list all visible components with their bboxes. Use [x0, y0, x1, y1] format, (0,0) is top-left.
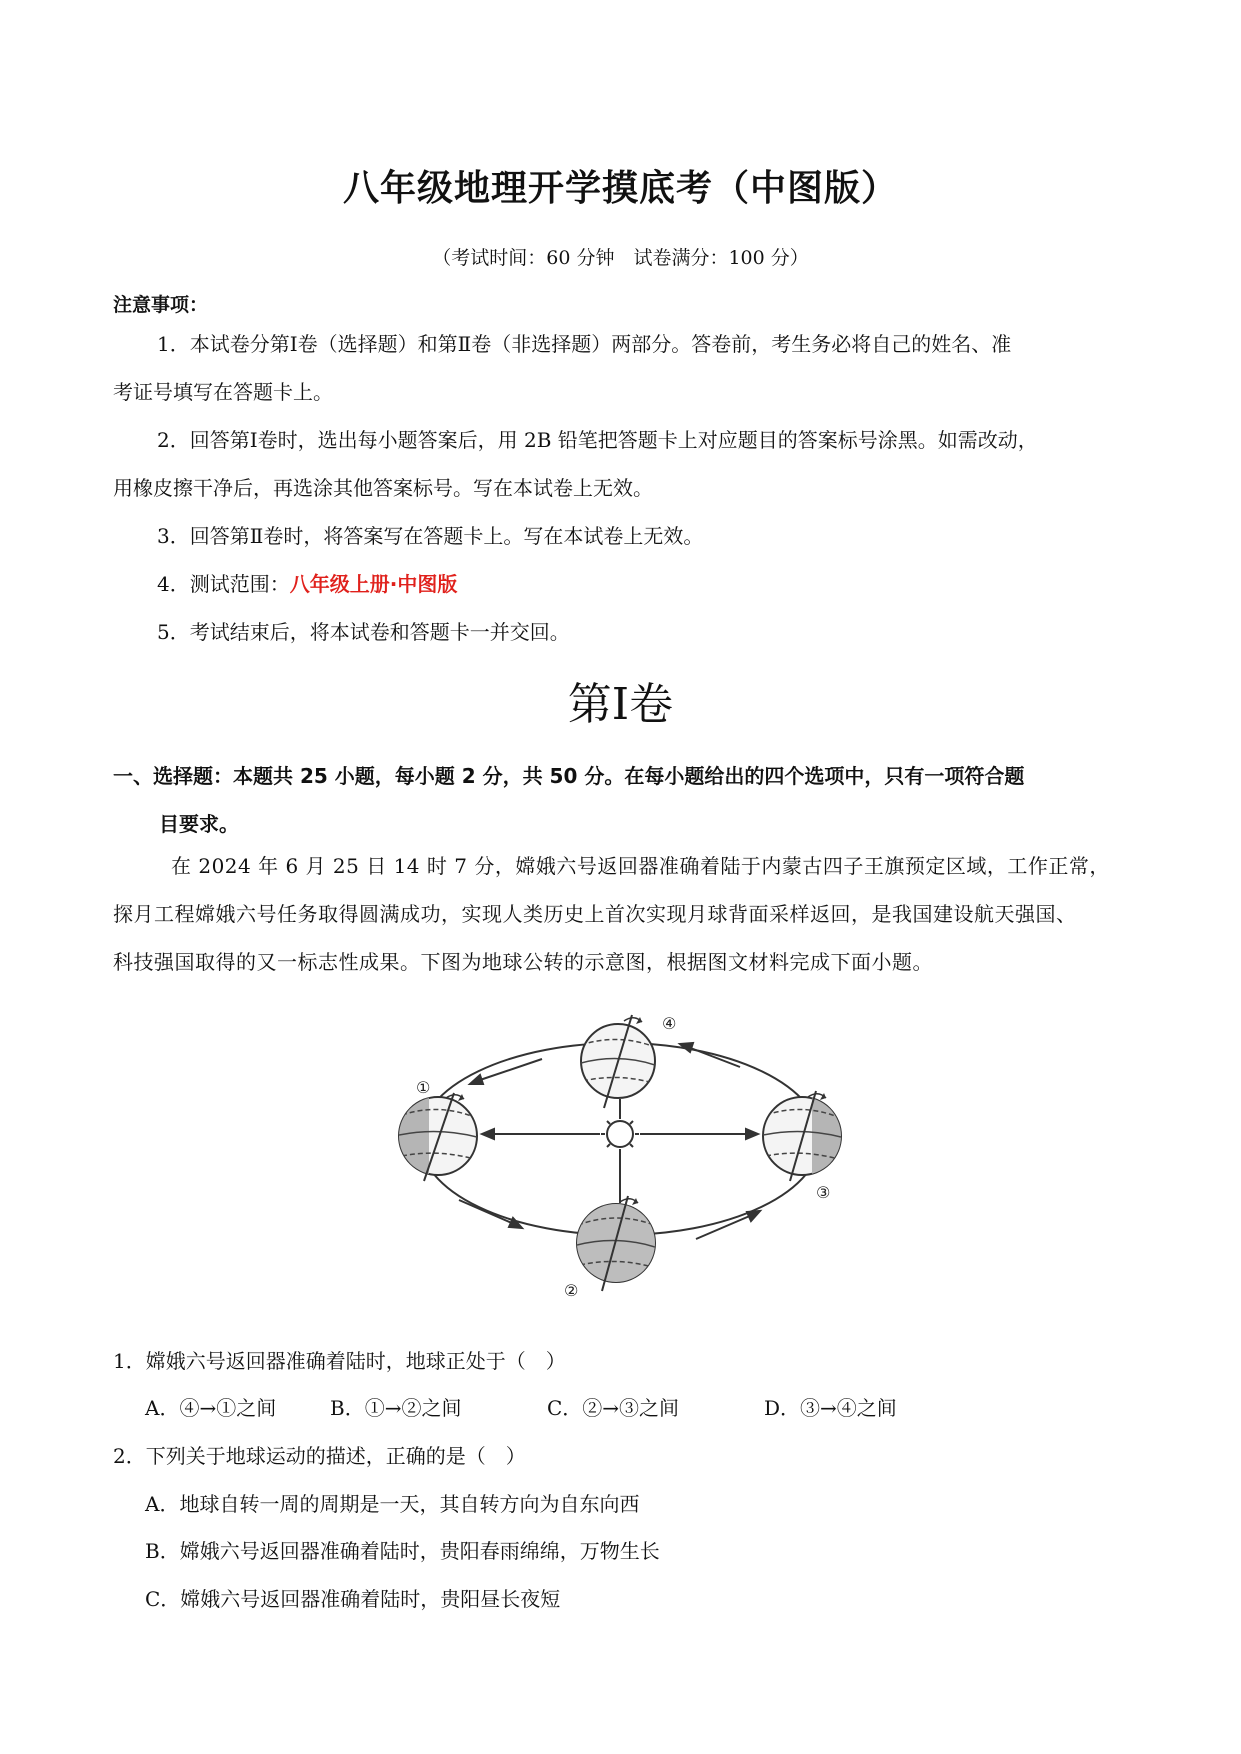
volume-title: 第Ⅰ卷 — [567, 679, 674, 730]
section-heading: 一、选择题：本题共 25 小题，每小题 2 分，共 50 分。在每小题给出的四个选项中，只有一项符合题 目要求。 — [113, 764, 1025, 836]
notice-heading: 注意事项： — [113, 294, 209, 316]
earth-revolution-diagram — [392, 1003, 852, 1303]
exam-title: 八年级地理开学摸底考（中图版） — [342, 168, 898, 209]
earth-position-2 — [577, 1196, 655, 1291]
position-label-4: ④ — [662, 1014, 677, 1033]
earth-position-4 — [581, 1015, 655, 1108]
notice-item-2-cont: 用橡皮擦干净后，再选涂其他答案标号。写在本试卷上无效。 — [113, 476, 653, 500]
passage: 在 2024 年 6 月 25 日 14 时 7 分，嫦娥六号返回器准确着陆于内蒙古四子王旗预定区域，工作正常， 探月工程嫦娥六号任务取得圆满成功，实现人类历史上首次实现月球背面采样返回，是我国建设航天强国、 科技强国取得的又一标志性成果。下图为地球公转的示意图，根据图文材料完成下面小题。 — [113, 854, 1110, 974]
earth-position-1 — [399, 1093, 477, 1181]
question-1-option-a: A．④→①之间 — [145, 1396, 277, 1420]
position-label-1: ① — [416, 1078, 431, 1097]
notice-item-1: 1．本试卷分第Ⅰ卷（选择题）和第Ⅱ卷（非选择题）两部分。答卷前，考生务必将自己的姓名、准 — [157, 332, 1012, 356]
position-label-3: ③ — [816, 1183, 831, 1202]
notice-item-3: 3．回答第Ⅱ卷时，将答案写在答题卡上。写在本试卷上无效。 — [157, 524, 704, 548]
question-2-option-c: C．嫦娥六号返回器准确着陆时，贵阳昼长夜短 — [145, 1587, 561, 1611]
question-2-option-a: A．地球自转一周的周期是一天，其自转方向为自东向西 — [145, 1492, 640, 1516]
notice-item-4: 4．测试范围：八年级上册·中图版 — [157, 572, 458, 596]
question-1-option-b: B．①→②之间 — [330, 1396, 462, 1420]
question-2-option-b: B．嫦娥六号返回器准确着陆时，贵阳春雨绵绵，万物生长 — [145, 1539, 660, 1563]
question-2-stem: 2．下列关于地球运动的描述，正确的是（ ） — [113, 1444, 526, 1468]
notice-item-2: 2．回答第Ⅰ卷时，选出每小题答案后，用 2B 铅笔把答题卡上对应题目的答案标号涂黑。如需改动， — [157, 428, 1038, 452]
position-label-2: ② — [564, 1281, 579, 1300]
sun-icon — [601, 1115, 639, 1153]
question-1-stem: 1．嫦娥六号返回器准确着陆时，地球正处于（ ） — [113, 1349, 566, 1373]
notice-item-1-cont: 考证号填写在答题卡上。 — [113, 380, 333, 404]
exam-subtitle: （考试时间：60 分钟 试卷满分：100 分） — [432, 247, 809, 269]
notice-item-5: 5．考试结束后，将本试卷和答题卡一并交回。 — [157, 620, 570, 644]
earth-position-3 — [763, 1091, 842, 1181]
question-1-option-c: C．②→③之间 — [547, 1396, 680, 1420]
test-scope-highlight: 八年级上册·中图版 — [289, 572, 458, 596]
question-1-option-d: D．③→④之间 — [764, 1396, 897, 1420]
